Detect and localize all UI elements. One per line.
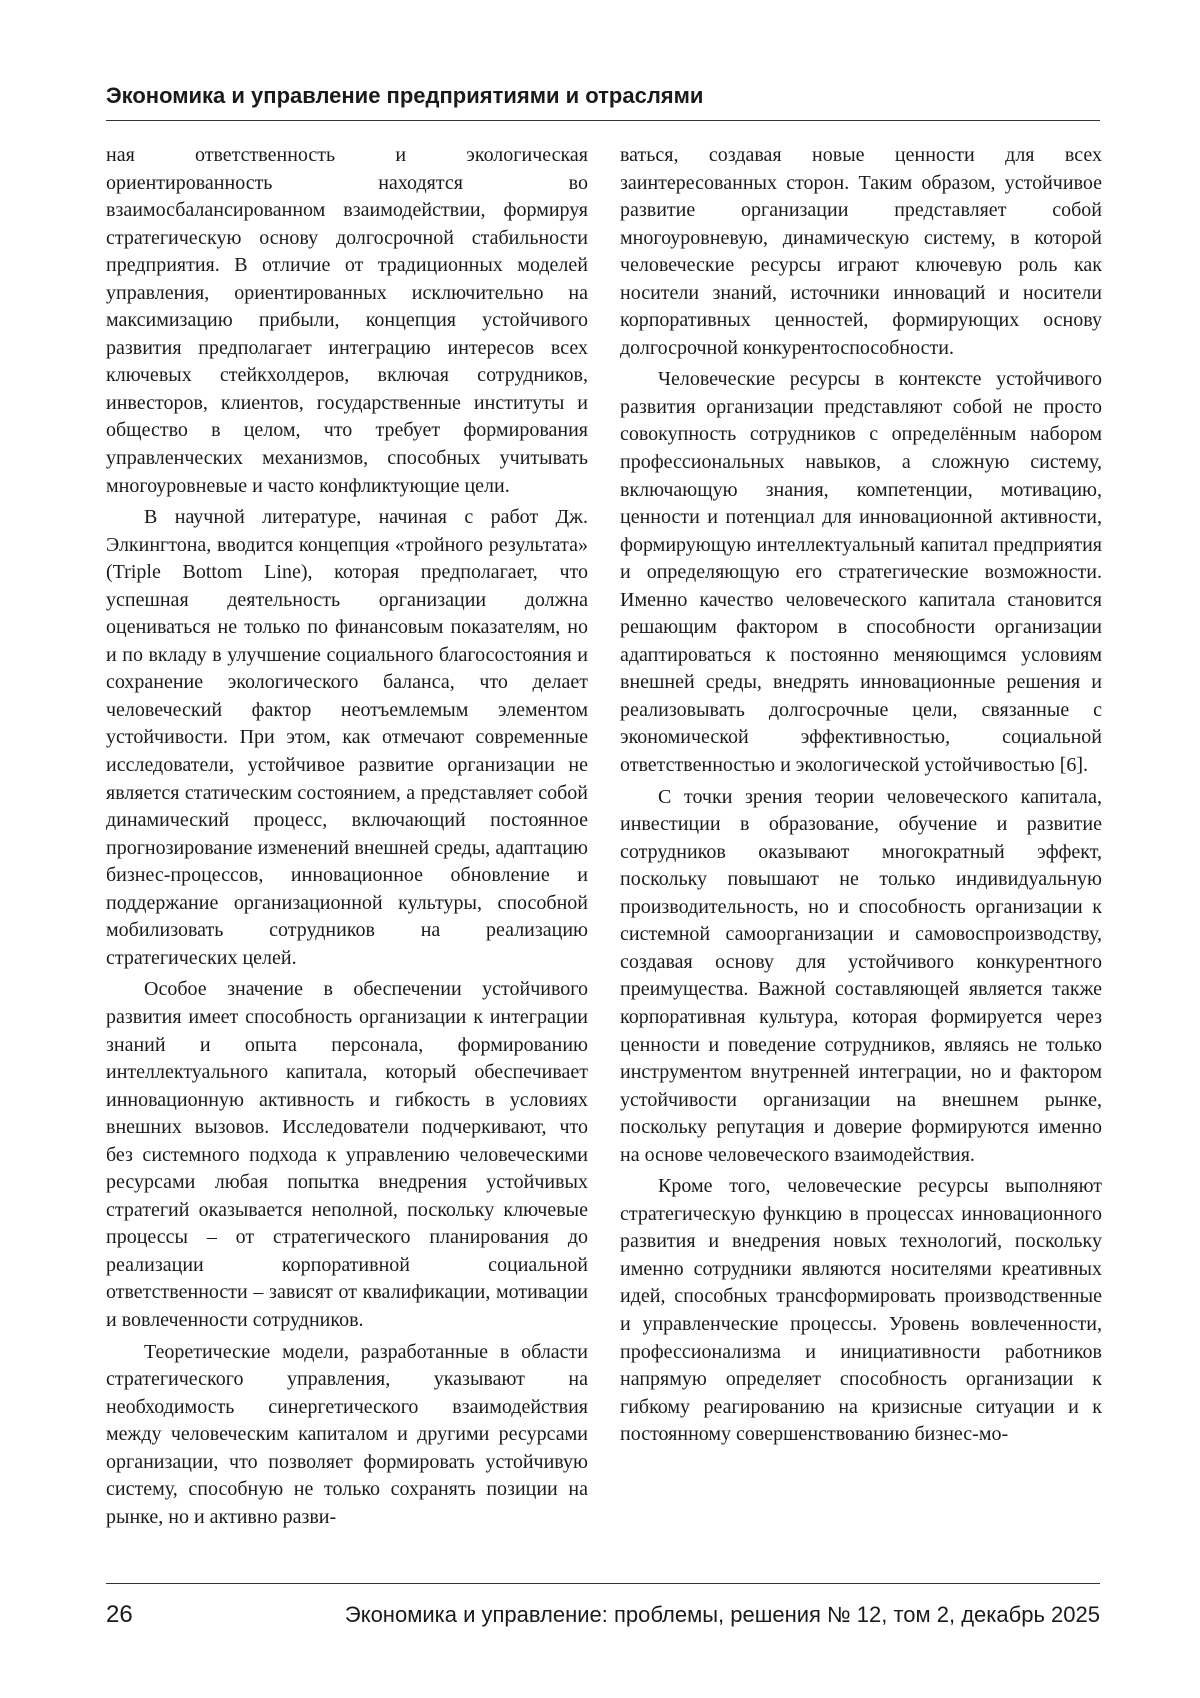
- paragraph: В научной литературе, начиная с работ Дж. Элкингтона, вводится концепция «тройного результата» (Triple Bottom Line), которая предполагает, что успешная деятельность организации должна оцениваться не только по финансовым показателям, но и по вкладу в улучшение социального благосостояния и сохранение экологического баланса, что делает человеческий фактор неотъемлемым элементом устойчивости. При этом, как отмечают современные исследователи, устойчивое развитие организации не является статическим состоянием, а представляет собой динамический процесс, включающий постоянное прогнозирование изменений внешней среды, адаптацию бизнес-процессов, инновационное обновление и поддержание организационной культуры, способной мобилизовать сотрудников на реализацию стратегических целей.: [106, 504, 588, 972]
- journal-page: [0, 0, 1200, 1698]
- paragraph: Особое значение в обеспечении устойчивого развития имеет способность организации к интеграции знаний и опыта персонала, формированию интеллектуального капитала, который обеспечивает инновационную активность и гибкость в условиях внешних вызовов. Исследователи подчеркивают, что без системного подхода к управлению человеческими ресурсами любая попытка внедрения устойчивых стратегий оказывается неполной, поскольку ключевые процессы – от стратегического планирования до реализации корпоративной социальной ответственности – зависят от квалификации, мотивации и вовлеченности сотрудников.: [106, 976, 588, 1334]
- paragraph: Теоретические модели, разработанные в области стратегического управления, указывают на необходимость синергетического взаимодействия между человеческим капиталом и другими ресурсами организации, что позволяет формировать устойчивую систему, способную не только сохранять позиции на рынке, но и активно разви-: [106, 1339, 588, 1532]
- journal-citation: Экономика и управление: проблемы, решения № 12, том 2, декабрь 2025: [345, 1600, 1100, 1630]
- paragraph: Человеческие ресурсы в контексте устойчивого развития организации представляют собой не просто совокупность сотрудников с определённым набором профессиональных навыков, а сложную систему, включающую знания, компетенции, мотивацию, ценности и потенциал для инновационной активности, формирующую интеллектуальный капитал предприятия и определяющую его стратегические возможности. Именно качество человеческого капитала становится решающим фактором в способности организации адаптироваться к постоянно меняющимся условиям внешней среды, внедрять инновационные решения и реализовывать долгосрочные цели, связанные с экономической эффективностью, социальной ответственностью и экологической устойчивостью [6].: [620, 366, 1102, 779]
- running-title: Экономика и управление предприятиями и отраслями: [106, 82, 1100, 110]
- header-rule: [106, 120, 1100, 121]
- footer-rule: [106, 1583, 1100, 1584]
- page-number: 26: [106, 1600, 133, 1630]
- paragraph: ная ответственность и экологическая ориентированность находятся во взаимосбалансированном взаимодействии, формируя стратегическую основу долгосрочной стабильности предприятия. В отличие от традиционных моделей управления, ориентированных исключительно на максимизацию прибыли, концепция устойчивого развития предполагает интеграцию интересов всех ключевых стейкхолдеров, включая сотрудников, инвесторов, клиентов, государственные институты и общество в целом, что требует формирования управленческих механизмов, способных учитывать многоуровневые и часто конфликтующие цели.: [106, 142, 588, 500]
- left-column: [106, 142, 588, 1531]
- paragraph: Кроме того, человеческие ресурсы выполняют стратегическую функцию в процессах инновационного развития и внедрения новых технологий, поскольку именно сотрудники являются носителями креативных идей, способных трансформировать производственные и управленческие процессы. Уровень вовлеченности, профессионализма и инициативности работников напрямую определяет способность организации к гибкому реагированию на кризисные ситуации и к постоянному совершенствованию бизнес-мо-: [620, 1173, 1102, 1448]
- right-column: [620, 142, 1102, 1449]
- paragraph: С точки зрения теории человеческого капитала, инвестиции в образование, обучение и развитие сотрудников оказывают многократный эффект, поскольку повышают не только индивидуальную производительность, но и способность организации к системной самоорганизации и самовоспроизводству, создавая основу для устойчивого конкурентного преимущества. Важной составляющей является также корпоративная культура, которая формируется через ценности и поведение сотрудников, являясь не только инструментом внутренней интеграции, но и фактором устойчивости организации на внешнем рынке, поскольку репутация и доверие формируются именно на основе человеческого взаимодействия.: [620, 784, 1102, 1170]
- paragraph: ваться, создавая новые ценности для всех заинтересованных сторон. Таким образом, устойчивое развитие организации представляет собой многоуровневую, динамическую систему, в которой человеческие ресурсы играют ключевую роль как носители знаний, источники инноваций и носители корпоративных ценностей, формирующих основу долгосрочной конкурентоспособности.: [620, 142, 1102, 362]
